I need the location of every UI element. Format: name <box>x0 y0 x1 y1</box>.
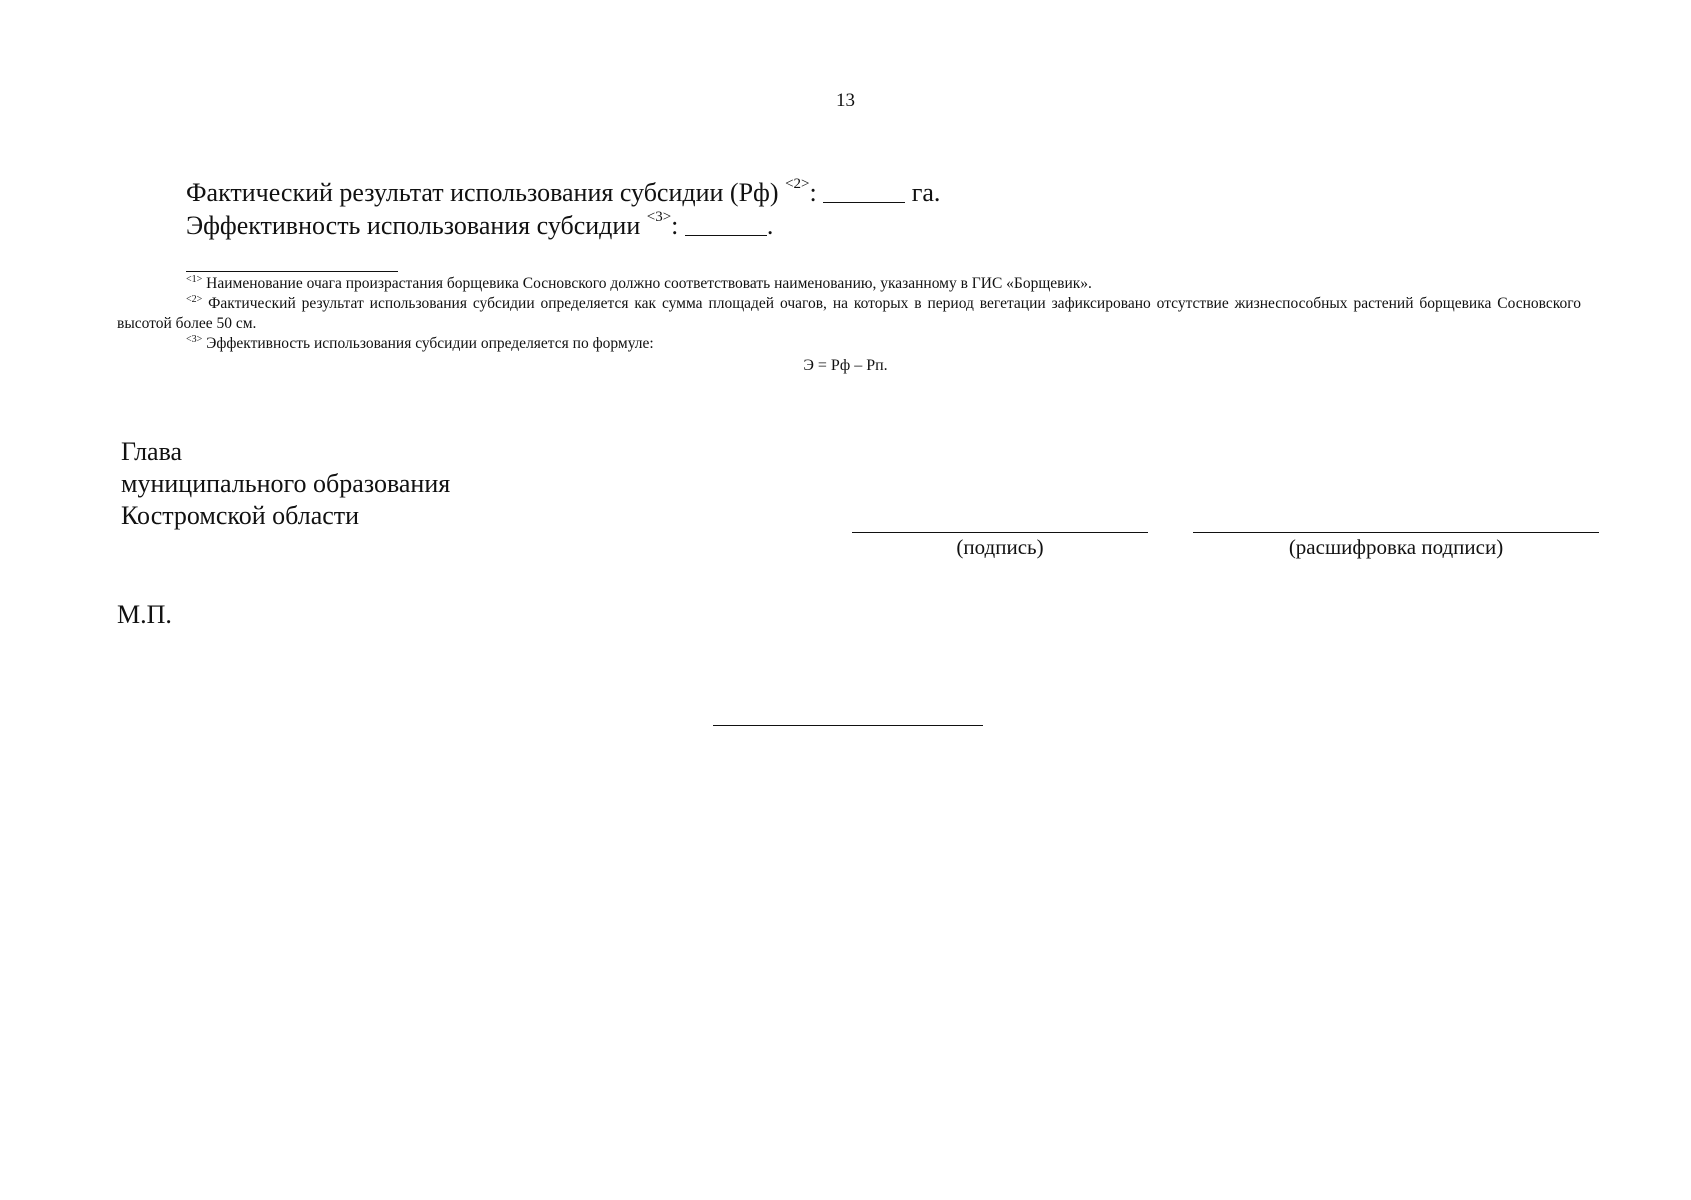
actual-result-footnote-ref: <2> <box>785 176 810 192</box>
efficiency-formula: Э = Рф – Рп. <box>803 357 888 374</box>
footnote-3-ref: <3> <box>186 334 203 345</box>
footnote-3-text: Эффективность использования субсидии определяется по формуле: <box>206 335 654 352</box>
footnote-3 <box>117 334 1581 354</box>
footnote-divider <box>186 271 398 272</box>
signatory-title-line-3: Костромской области <box>121 501 360 530</box>
signature-decoding-line <box>1193 532 1599 533</box>
actual-result-colon: : <box>809 178 817 207</box>
efficiency-line <box>186 211 773 241</box>
signatory-title-line-1: Глава <box>121 437 183 466</box>
end-divider <box>713 725 983 726</box>
efficiency-blank <box>685 213 767 236</box>
signatory-title-line-2: муниципального образования <box>121 469 451 498</box>
footnotes <box>117 274 1581 354</box>
signature-decoding-caption: (расшифровка подписи) <box>1288 535 1504 559</box>
footnote-1 <box>117 274 1581 294</box>
efficiency-colon: : <box>671 211 679 240</box>
signature-line <box>852 532 1148 533</box>
actual-result-line <box>186 178 940 208</box>
stamp-placeholder: М.П. <box>117 600 172 629</box>
footnote-2-text: Фактический результат использования субсидии определяется как сумма площадей очагов, на которых в период вегетации зафиксировано отсутствие жизнеспособных растений борщевика Сосновского высотой более 50 см. <box>117 295 1581 332</box>
signature-caption: (подпись) <box>956 535 1044 559</box>
footnote-2 <box>117 294 1581 334</box>
footnote-1-text: Наименование очага произрастания борщевика Сосновского должно соответствовать наименованию, указанному в ГИС «Борщевик». <box>206 275 1092 292</box>
footnote-2-ref: <2> <box>186 294 203 305</box>
efficiency-footnote-ref: <3> <box>646 209 672 225</box>
efficiency-label: Эффективность использования субсидии <box>186 211 641 240</box>
actual-result-label: Фактический результат использования субсидии (Рф) <box>186 178 779 207</box>
efficiency-end: . <box>766 211 774 240</box>
actual-result-blank <box>823 180 905 203</box>
page-number: 13 <box>836 90 855 111</box>
signatory-title <box>121 436 450 532</box>
footnote-1-ref: <1> <box>186 274 203 285</box>
actual-result-unit: га. <box>911 178 941 207</box>
